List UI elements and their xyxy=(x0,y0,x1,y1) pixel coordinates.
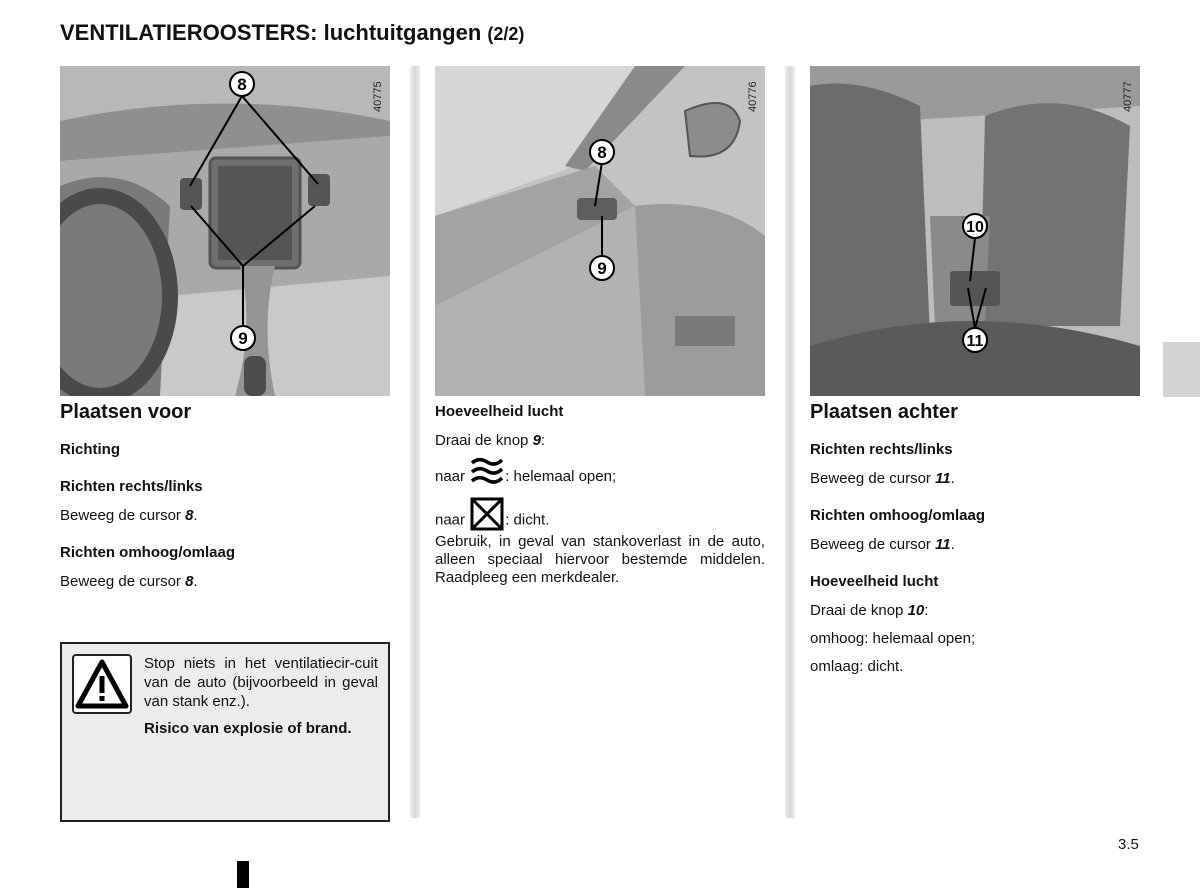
subheading: Richting xyxy=(60,441,120,458)
paragraph xyxy=(435,431,765,451)
figure-front-dashboard xyxy=(60,66,390,396)
text: naar xyxy=(435,511,466,529)
figure-rear-vents xyxy=(810,66,1140,396)
subheading: Richten omhoog/omlaag xyxy=(810,507,986,524)
subheading: Richten rechts/links xyxy=(60,478,203,495)
callout-10: 10 xyxy=(966,219,984,236)
callout-9: 9 xyxy=(597,259,607,278)
airflow-section xyxy=(435,402,765,587)
paragraph: omhoog: helemaal open; xyxy=(810,630,976,647)
paragraph xyxy=(810,601,1140,621)
paragraph xyxy=(810,469,1140,489)
text: Beweeg de cursor xyxy=(810,470,936,487)
figure-number: 40777 xyxy=(1122,81,1134,112)
text: Beweeg de cursor xyxy=(60,573,186,590)
paragraph xyxy=(60,572,390,592)
paragraph xyxy=(435,497,765,531)
warning-text xyxy=(144,654,378,738)
figure-number: 40776 xyxy=(747,81,759,112)
knob-ref: 9 xyxy=(532,432,541,449)
warning-triangle-icon xyxy=(72,654,132,714)
dashboard-illustration xyxy=(60,66,390,396)
figure-side-vent xyxy=(435,66,765,396)
text: . xyxy=(193,507,198,524)
text: naar xyxy=(435,467,466,485)
column-divider xyxy=(410,66,420,818)
text: Beweeg de cursor xyxy=(810,536,936,553)
paragraph xyxy=(60,506,390,526)
text: : xyxy=(540,432,546,449)
page-title xyxy=(60,20,524,46)
callout-11: 11 xyxy=(966,333,984,350)
paragraph xyxy=(435,455,765,487)
text: . xyxy=(950,470,955,487)
section-heading: Plaatsen achter xyxy=(810,401,958,423)
subheading: Hoeveelheid lucht xyxy=(435,403,564,420)
column-divider xyxy=(785,66,795,818)
subheading: Richten rechts/links xyxy=(810,441,953,458)
warning-bold: Risico van explosie of brand. xyxy=(144,720,352,737)
text: : dicht. xyxy=(505,511,550,529)
chapter-thumb-tab xyxy=(1163,342,1200,397)
print-mark xyxy=(237,861,249,888)
warning-box xyxy=(60,642,390,822)
page-title-text: VENTILATIEROOSTERS: luchtuitgangen xyxy=(60,20,482,45)
cursor-ref: 8 xyxy=(185,507,194,524)
section-heading: Plaatsen voor xyxy=(60,401,192,423)
cursor-ref: 11 xyxy=(935,536,951,553)
paragraph: omlaag: dicht. xyxy=(810,658,904,675)
callout-9: 9 xyxy=(238,329,248,348)
knob-ref: 10 xyxy=(907,602,925,619)
text: Beweeg de cursor xyxy=(60,507,186,524)
subheading: Hoeveelheid lucht xyxy=(810,573,939,590)
page-number: 3.5 xyxy=(1118,836,1139,853)
figure-number: 40775 xyxy=(372,81,384,112)
subheading: Richten omhoog/omlaag xyxy=(60,544,236,561)
side-vent-illustration xyxy=(435,66,765,396)
text: Draai de knop xyxy=(810,602,908,619)
text: . xyxy=(193,573,198,590)
text: Draai de knop xyxy=(435,432,533,449)
cursor-ref: 11 xyxy=(935,470,951,487)
page-title-suffix: (2/2) xyxy=(487,24,525,44)
text: : helemaal open; xyxy=(505,467,617,485)
callout-8: 8 xyxy=(237,75,247,94)
paragraph xyxy=(810,535,1140,555)
cursor-ref: 8 xyxy=(185,573,194,590)
callout-8: 8 xyxy=(597,143,607,162)
warning-body: Stop niets in het ventilatiecir-cuit van de auto (bijvoorbeeld in geval van stank enz.). xyxy=(144,655,378,710)
rear-vents-illustration xyxy=(810,66,1140,396)
note-paragraph: Gebruik, in geval van stankoverlast in de auto, alleen speciaal hiervoor bestemde middelen. Raadpleeg een merkdealer. xyxy=(435,533,765,586)
text: . xyxy=(950,536,955,553)
rear-vents-section xyxy=(810,402,1140,677)
front-vents-section xyxy=(60,402,390,592)
text: : xyxy=(924,602,929,619)
airflow-open-icon xyxy=(469,455,505,499)
